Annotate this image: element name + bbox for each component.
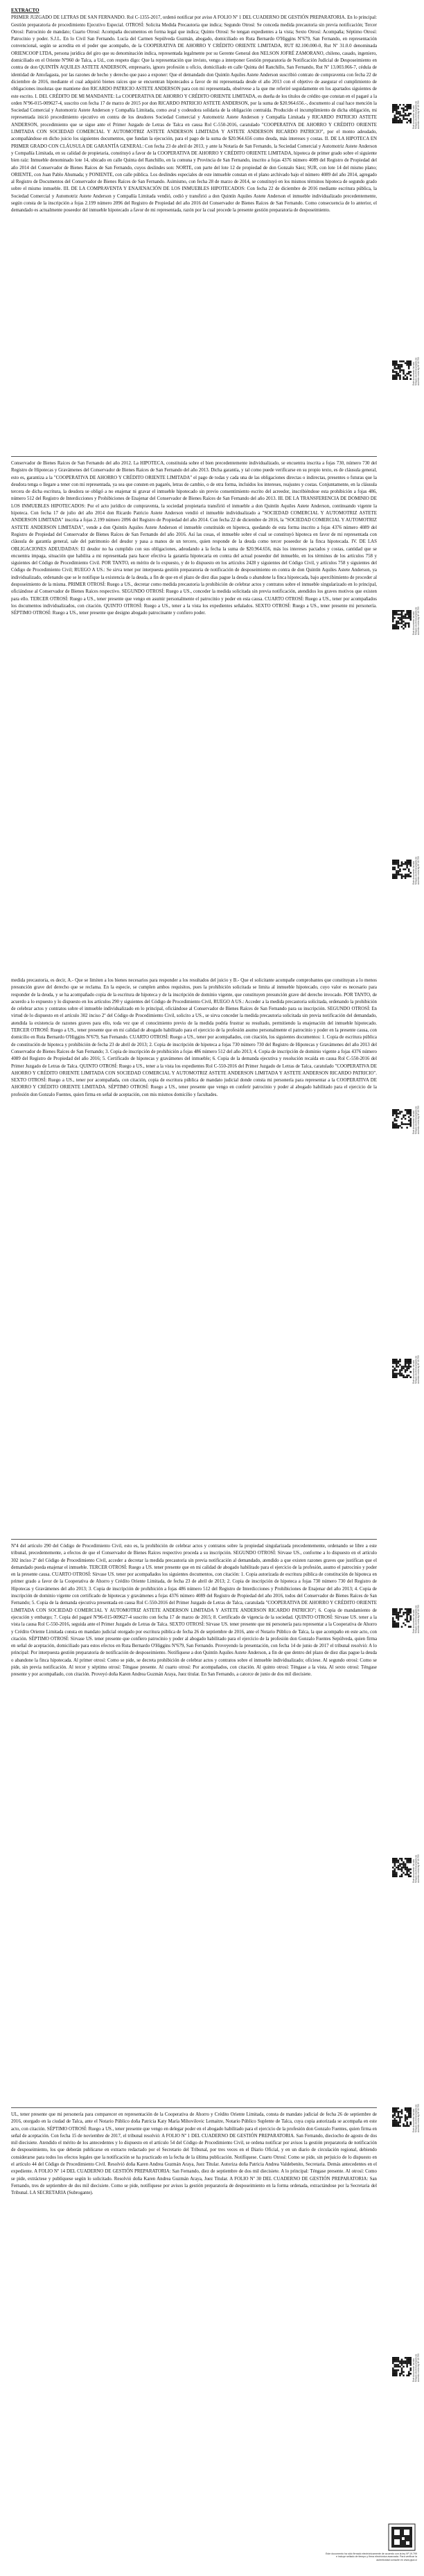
qr-code-icon (392, 1359, 412, 1378)
section-3-paragraph: Nº4 del artículo 290 del Código de Procedimiento Civil, esto es, la prohibición de celebrar actos y contratos sobre la propiedad singularizada precedentemente, ordenando se libre a este tribunal, precedentemente, a efectos de que el Conservador de Bienes Raíces respectivo proceda a su inscripción. SEGUNDO OTROSÍ: Sírvase US., conforme a lo dispuesto en el artículo 302 inciso 2º del Código de Procedimiento Civil, acceder a decretar la medida precautoria sin previa notificación al demandado, atendido a que existen razones graves que justifican que el demandado pueda enajenar el inmueble. TERCER OTROSÍ: Ruego a US. tener presente que en mi calidad de abogado habilitado para el ejercicio de la profesión, asumo el patrocinio y poder en la presente causa. CUARTO OTROSÍ: Sírvase US. tener por acompañados los siguientes documentos, con citación: 1. Copia autorizada de escritura pública de constitución de hipoteca en primer grado a favor de la Cooperativa de Ahorro y Crédito Oriente Limitada, de fecha 23 de abril de 2013; 2. Copia de inscripción de hipoteca a fojas 730 número 730 del Registro de Hipotecas y Gravámenes del año 2013; 3. Copia de inscripción de prohibición a fojas 486 número 512 del Registro de Interdicciones y Prohibiciones de Enajenar del año 2013; 4. Copia de inscripción de dominio vigente con certificado de hipotecas y gravámenes a fojas 4376 número 4089 del Registro de Propiedad del año 2016, todos del Conservador de Bienes Raíces de San Fernando; 5. Copia de la demanda ejecutiva presentada en causa Rol C-550-2016 del Primer Juzgado de Letras de Talca, caratulada "COOPERATIVA DE AHORRO Y CRÉDITO ORIENTE LIMITADA CON SOCIEDAD COMERCIAL Y AUTOMOTRIZ ASTETE ANDERSON LIMITADA Y ASTETE ANDERSON RICARDO PATRICIO"; 6. Copia de mandamiento de ejecución y embargo; 7. Copia del pagaré Nº96-015-009627-4 suscrito con fecha 17 de marzo de 2015; 8. Certificado de vigencia de la sociedad. QUINTO OTROSÍ: Sírvase US. tener a la vista la causa Rol C-550-2016, seguida ante el Primer Juzgado de Letras de Talca. SEXTO OTROSÍ: Sírvase US. tener presente que mi personería para representar a la Cooperativa de Ahorro y Crédito Oriente Limitada consta en mandato judicial otorgado por escritura pública de fecha 26 de septiembre de 2016, ante el Notario Público de Talca, la que acompaño en este acto, con citación. SÉPTIMO OTROSÍ: Sírvase US. tener presente que confiero patrocinio y poder al abogado habilitado para el ejercicio de la profesión don Gonzalo Fuentes Sepúlveda, quien firma en señal de aceptación, domiciliado para estos efectos en Ruta Bernardo O'Higgins Nº679, San Fernando. Proveyendo la presentación, con fecha 14 de junio de 2017 el tribunal resolvió: A lo principal: Por interpuesta gestión preparatoria de notificación de desposeimiento. Notifíquese a don Quintín Aquiles Astete Anderson, a fin de que dentro del plazo de diez días pague la deuda o abandone la finca hipotecada. Al primer otrosí: Como se pide, se decreta prohibición de celebrar actos y contratos sobre el inmueble individualizado; ofíciese. Al segundo otrosí: Como se pide, sin previa notificación. Al tercer y séptimo otrosí: Téngase presente. Al cuarto otrosí: Por acompañados, con citación. Al quinto otrosí: Téngase a la vista. Al sexto otrosí: Téngase presente y por acompañado, con citación. Proveyó doña Karen Andrea Guzmán Araya, Juez titular. En San Fernando, a catorce de junio de dos mil diecisiete. (11, 1544, 377, 1678)
signature-label: Este documento ha sido firmado electrónicamente de acuerdo con la ley Nº 19.799 (412, 2353, 421, 2382)
separator (11, 456, 377, 457)
qr-code-icon (392, 1109, 412, 1129)
section-2-paragraph-1: Conservador de Bienes Raíces de San Fernando del año 2012. La HIPOTECA, constituida sobre el bien precedentemente individualizado, se encuentra inscrita a fojas 730, número 730 del Registro de Hipotecas y Gravámenes del Conservador de Bienes Raíces de San Fernando del año 2013. Dicha garantía, y tal como puede verificarse en su propio texto, es de cláusula general, esto es, garantiza a la "COOPERATIVA DE AHORRO Y CRÉDITO ORIENTE LIMITADA" el pago de todas y cada una de las obligaciones directas o indirectas, presentes o futuras que la deudora tenga o llegare a tener con mi representada, ya sea que consten en pagarés, letras de cambio, o de otra forma, incluidos los intereses, reajustes y costas. Conjuntamente, en la cláusula tercera de dicha escritura, la deudora se obligó a no enajenar ni gravar el inmueble hipotecado sin previo consentimiento escrito del acreedor, inscribiéndose esta prohibición a fojas 486, número 512 del Registro de Interdicciones y Prohibiciones de Enajenar del Conservador de Bienes Raíces de San Fernando del año 2013. III. DE LA TRANSFERENCIA DE DOMINIO DE LOS INMUEBLES HIPOTECADOS: Por el acto jurídico de compraventa, la sociedad propietaria transfirió el inmueble a don Quintín Aquiles Astete Anderson, continuando vigente la hipoteca. Con fecha 17 de julio del año 2014 don Ricardo Patricio Astete Anderson vendió el inmueble individualizado a "SOCIEDAD COMERCIAL Y AUTOMOTRIZ ASTETE ANDERSON LIMITADA" inscrita a fojas 2.199 número 2096 del Registro de Propiedad del año 2014. Con fecha 22 de diciembre de 2016, la "SOCIEDAD COMERCIAL Y AUTOMOTRIZ ASTETE ANDERSON LIMITADA", vende a don Quintín Aquiles Astete Anderson el inmueble constituido en hipoteca, quedando de esta forma inscrito a fojas 4376 número 4089 del Registro de Propiedad del Conservador de Bienes Raíces de San Fernando del año 2016. Así las cosas, el inmueble sobre el cual se constituyó hipoteca en favor de mi representada con cláusula de garantía general, sale del patrimonio del deudor y pasa a manos de un tercero, quien responde de la deuda como tercer poseedor de la finca hipotecada. IV. DE LAS OBLIGACIONES ADEUDADAS: El deudor no ha cumplido con sus obligaciones, adeudando a la fecha la suma de $20.964.656, más los intereses pactados y costas, cantidad que se encuentra impaga, situación que habilita a mi representada para hacer efectiva la garantía hipotecaria en contra del actual poseedor del inmueble, en los términos de los artículos 758 y siguientes del Código de Procedimiento Civil. POR TANTO, en mérito de lo expuesto, y de lo dispuesto en los artículos 2428 y siguientes del Código Civil, y artículos 758 y siguientes del Código de Procedimiento Civil; RUEGO A US.: Se sirva tener por interpuesta gestión preparatoria de notificación de desposeimiento en contra de don Quintín Aquiles Astete Anderson, ya individualizado, ordenando que se le notifique la existencia de la deuda, a fin de que en el plazo de diez días pague la deuda o abandone la finca hipotecada, bajo apercibimiento de proceder al desposeimiento de la misma. PRIMER OTROSÍ: Ruego a US., decretar como medida precautoria la prohibición de celebrar actos y contratos sobre el inmueble singularizado en lo principal, oficiándose al Conservador de Bienes Raíces respectivo. SEGUNDO OTROSÍ: Ruego a US., conceder la medida solicitada sin previa notificación, atendidos los graves motivos que existen para ello. TERCER OTROSÍ: Ruego a US., tener presente que vengo en asumir personalmente el patrocinio y poder en esta causa. CUARTO OTROSÍ: Ruego a US., tener por acompañados los documentos individualizados, con citación. QUINTO OTROSÍ: Ruego a US., tener a la vista los expedientes señalados. SEXTO OTROSÍ: Ruego a US., tener presente mi personería. SÉPTIMO OTROSÍ: Ruego a US., tener presente que designo abogado patrocinante y confiero poder. (11, 461, 377, 616)
footer-note: Este documento ha sido firmado electrónicamente de acuerdo con la ley Nº 19.799 e incluye sellado de tiempo y firma electrónica avanzada. Para verificar la autenticidad consulte en www.pjud.cl (326, 2552, 417, 2561)
qr-code-icon (392, 360, 412, 380)
separator (11, 1539, 377, 1540)
qr-code-icon (392, 860, 412, 879)
section-1-paragraph: PRIMER JUZGADO DE LETRAS DE SAN FERNANDO. Rol C-1355-2017, ordenó notificar por aviso A FOLIO Nº 1 DEL CUADERNO DE GESTIÓN PREPARATORIA. En lo principal: Gestión preparatoria de procedimiento Ejecutivo Especial. OTROSÍ: Solicita Medida Precautoria que indica; Segundo Otrosí: Se conceda medida precautoria sin previa notificación; Tercer Otrosí: Patrocinio de mandato; Cuarto Otrosí: Acompaña documentos en forma legal que indica; Quinto Otrosí: Se tengan expedientes a la vista; Sexto Otrosí: Acompaña; Séptimo Otrosí: Patrocinio y poder. S.J.L. En lo Civil San Fernando. Lucía del Carmen Sepúlveda Guzmán, abogado, domiciliado en Ruta Bernardo O'Higgins Nº679, San Fernando, en representación convencional, según se acredita en el poder que acompaño, de la COOPERATIVA DE AHORRO Y CRÉDITO ORIENTE LIMITADA, RUT 82.100.000-0, Rut Nº 31.0.0 denominada ORIENCOOP LTDA, persona jurídica del giro que su denominación indica, representada legalmente por su Gerente General don NELSON JOFRÉ ZAMORANO, chileno, casado, ingeniero, domiciliado en el Oriente Nº960 de Talca, a Ud., con respeto digo: Que la representación que invisto, vengo a interponer Gestión preparatoria de Notificación Judicial de Desposeimiento en contra de don QUINTÍN AQUILES ASTETE ANDERSON, empresario, ignoro profesión u oficio, domiciliado en calle Quinta del Ranchillo, San Fernando, Rut Nº 13.003.066-7, cédula de identidad de Antofagasta, por las razones de hecho y derecho que paso a exponer: Que el demandado don Quintín Aquiles Astete Anderson suscribió contrato de compraventa con fecha 22 de diciembre de 2016, mediante el cual adquirió bienes raíces que se encuentran hipotecados a favor de mi representada desde el año 2013 con el objetivo de asegurar el cumplimiento de obligaciones insolutas que mantiene don RICARDO PATRICIO ASTETE ANDERSON para con mi representada, obsérvese a la que me referiré seguidamente en los apartados siguientes de este escrito. I. DEL CRÉDITO DE MI MANDANTE: La COOPERATIVA DE AHORRO Y CRÉDITO ORIENTE LIMITADA, es dueña de los títulos de crédito que constan en el pagaré a la orden Nº96-015-009627-4, suscrito con fecha 17 de marzo de 2015 por don RICARDO PATRICIO ASTETE ANDERSON, por la suma de $20.964.656.-, documento al cual hace mención la Sociedad Comercial y Automotriz Astete Anderson y Compañía Limitada, como aval y codeudora solidaria de la obligación contraída. Producido el incumplimiento de dicha obligación, mi representada inició procedimiento ejecutivo en contra de los deudores Sociedad Comercial y Automotriz Astete Anderson y Compañía Limitada y RICARDO PATRICIO ASTETE ANDERSON, procedimiento que se sigue ante el Primer Juzgado de Letras de Talca en causa Rol C-550-2016, caratulado "COOPERATIVA DE AHORRO Y CRÉDITO ORIENTE LIMITADA CON SOCIEDAD COMERCIAL Y AUTOMOTRIZ ASTETE ANDERSON LIMITADA Y ASTETE ANDERSON RICARDO PATRICIO", por el monto adeudado, acompañándose en dicho juicio los siguientes documentos, que fundan la ejecución, para el pago de la suma de $20.964.656 como deuda, más intereses y costas. II. DE LA HIPOTECA EN PRIMER GRADO CON CLÁUSULA DE GARANTÍA GENERAL: Con fecha 23 de abril de 2013, y ante la Notaría de San Fernando, la Sociedad Comercial y Automotriz Astete Anderson y Compañía Limitada, en su calidad de propietaria, constituyó a favor de la COOPERATIVA DE AHORRO Y CRÉDITO ORIENTE LIMITADA, hipoteca de primer grado sobre el siguiente bien raíz: Inmueble denominado lote 14, ubicado en calle Quinta del Ranchillo, en la comuna y Provincia de San Fernando, inscrito a fojas 4376 número 4089 del Registro de Propiedad del año 2014 del Conservador de Bienes Raíces de San Fernando, cuyos deslindes son: NORTE, con parte del lote 12 de propiedad de don Gonzalo Sáez; SUR, con lote 14 del mismo plano; ORIENTE, con Juan Pablo Ahumada; y PONIENTE, con calle pública. Los deslindes especiales de este inmueble constan en el plano archivado bajo el número 4089 del año 2014, agregado al Registro de Documentos del Conservador de Bienes Raíces de San Fernando. Asimismo, con fecha 28 de marzo de 2014, se constituyó en los mismos términos hipoteca de segundo grado sobre el mismo inmueble. III. DE LA COMPRAVENTA Y ENAJENACIÓN DE LOS INMUEBLES HIPOTECADOS: Con fecha 22 de diciembre de 2016 mediante escritura pública, la Sociedad Comercial y Automotriz Astete Anderson y Compañía Limitada vendió, cedió y transfirió a don Quintín Aquiles Astete Anderson el inmueble individualizado precedentemente, según consta de la inscripción a fojas 2.199 número 2096 del Registro de Propiedad del año 2016 del Conservador de Bienes Raíces de San Fernando. Como consecuencia de lo anterior, el demandado es actualmente poseedor del inmueble hipotecado a favor de mi representada, razón por la cual procede la presente gestión preparatoria de desposeimiento. (11, 15, 377, 214)
qr-code-icon (392, 1858, 412, 1877)
qr-code-icon (392, 1608, 412, 1628)
section-2-paragraph-2: medida precautoria, es decir, A.- Que se limiten a los bienes necesarios para responder a los resultados del juicio y B.- Que el solicitante acompañe comprobantes que constituyan a lo menos presunción grave del derecho que se reclama. En la especie, se cumplen ambos requisitos, pues la prohibición solicitada se limita al inmueble hipotecado, cuyo valor es necesario para responder de la deuda, y se ha acompañado copia de la escritura de hipoteca y de la inscripción de dominio vigente, que constituyen presunción grave del derecho invocado. POR TANTO, de acuerdo a lo expuesto y lo dispuesto en los artículos 290 y siguientes del Código de Procedimiento Civil, RUEGO A US.: Acceder a la medida precautoria solicitada, ordenando la prohibición de celebrar actos y contratos sobre el inmueble individualizado en lo principal, oficiándose al Conservador de Bienes Raíces de San Fernando para su inscripción. SEGUNDO OTROSÍ: En virtud de lo dispuesto en el artículo 302 inciso 2º del Código de Procedimiento Civil, solicito a US., se sirva conceder la medida precautoria solicitada sin previa notificación del demandado, atendida la existencia de razones graves para ello, toda vez que el conocimiento previo de la medida podría frustrar su resultado, permitiendo la enajenación del inmueble hipotecado. TERCER OTROSÍ: Ruego a US., tener presente que en mi calidad de abogado habilitado para el ejercicio de la profesión asumo personalmente el patrocinio y poder en la presente causa, con domicilio en Ruta Bernardo O'Higgins Nº679, San Fernando. CUARTO OTROSÍ: Ruego a US., tener por acompañados, con citación, los siguientes documentos: 1. Copia de escritura pública de constitución de hipoteca y prohibición de fecha 23 de abril de 2013; 2. Copia de inscripción de hipoteca a fojas 730 número 730 del Registro de Hipotecas y Gravámenes del año 2013 del Conservador de Bienes Raíces de San Fernando; 3. Copia de inscripción de prohibición a fojas 486 número 512 del año 2013; 4. Copia de inscripción de dominio vigente a fojas 4376 número 4089 del Registro de Propiedad del año 2016; 5. Certificado de hipotecas y gravámenes del inmueble; 6. Copia de la demanda ejecutiva y resolución recaída en causa Rol C-550-2016 del Primer Juzgado de Letras de Talca. QUINTO OTROSÍ: Ruego a US., tener a la vista los expedientes Rol C-550-2016 del Primer Juzgado de Letras de Talca, caratulado "COOPERATIVA DE AHORRO Y CRÉDITO ORIENTE LIMITADA CON SOCIEDAD COMERCIAL Y AUTOMOTRIZ ASTETE ANDERSON LIMITADA Y ASTETE ANDERSON RICARDO PATRICIO". SEXTO OTROSÍ: Ruego a US., tener por acompañada, con citación, copia de escritura pública de mandato judicial donde consta mi personería para representar a la COOPERATIVA DE AHORRO Y CRÉDITO ORIENTE LIMITADA. SÉPTIMO OTROSÍ: Ruego a US., tener presente que vengo en conferir patrocinio y poder al abogado habilitado para el ejercicio de la profesión don Gonzalo Fuentes, quien firma en señal de aceptación, con mis mismos domicilio y facultades. (11, 978, 377, 1097)
signature-label: Este documento ha sido firmado electrónicamente de acuerdo con la ley Nº 19.799 (412, 1106, 421, 1134)
court-seal-icon (388, 2523, 416, 2551)
section-4 (11, 2112, 377, 2198)
section-2 (11, 460, 377, 618)
qr-code-icon (392, 2107, 412, 2127)
signature-label: Este documento ha sido firmado electrónicamente de acuerdo con la ley Nº 19.799 (412, 856, 421, 885)
signature-label: Este documento ha sido firmado electrónicamente de acuerdo con la ley Nº 19.799 (412, 357, 421, 385)
separator (11, 2107, 377, 2108)
section-2b (11, 977, 377, 1099)
qr-code-icon (392, 2357, 412, 2376)
section-3 (11, 1543, 377, 1679)
section-1 (11, 7, 377, 215)
signature-label: Este documento ha sido firmado electrónicamente de acuerdo con la ley Nº 19.799 (412, 1854, 421, 1883)
signature-label: Este documento ha sido firmado electrónicamente de acuerdo con la ley Nº 19.799 (412, 101, 421, 129)
signature-label: Este documento ha sido firmado electrónicamente de acuerdo con la ley Nº 19.799 (412, 2104, 421, 2132)
document-label: EXTRACTO (11, 8, 39, 13)
section-4-paragraph: UL, tener presente que mi personería para comparecer en representación de la Cooperativa de Ahorro y Crédito Oriente Limitada, consta de mandato judicial de fecha 26 de septiembre de 2016, otorgado en la ciudad de Talca, ante el Notario Público doña Patricia Katy María Mihovilovic Lemaitre, Notario Público Suplente de Talca, cuya copia autorizada se acompaña en este acto, con citación. SÉPTIMO OTROSÍ: Ruego a US., tener presente que vengo en delegar poder en el abogado habilitado para el ejercicio de la profesión don Gonzalo Fuentes, quien firma en señal de aceptación. Con fecha 15 de noviembre de 2017, el tribunal resolvió: A FOLIO Nº 1 DEL CUADERNO DE GESTIÓN PREPARATORIA. San Fernando, dieciocho de agosto de dos mil diecisiete. Atendido el mérito de los antecedentes y lo dispuesto en el artículo 54 del Código de Procedimiento Civil, se ordena notificar por avisos la gestión preparatoria de notificación de desposeimiento, los que deberán publicarse en extracto redactado por el Secretario del Tribunal, por tres veces en el Diario Oficial, y en un diario de circulación regional, debiendo considerarse para todos los efectos legales que la notificación se ha practicado en la fecha de la última publicación. Notifíquese. Cuarto Otrosí: Como se pide, sin perjuicio de lo dispuesto en el artículo 44 del Código de Procedimiento Civil. Resolvió doña Karen Andrea Guzmán Araya, Juez Titular. Autoriza doña Patricia Andrea Valdebenito, Secretaria. Demás antecedentes en el expediente. A FOLIO Nº 14 DEL CUADERNO DE GESTIÓN PREPARATORIA: San Fernando, diez de septiembre de dos mil diecisiete. A lo principal: Téngase presente. Al otrosí: Como se pide, extráctese y publíquese según lo solicitado. Resolvió doña Karen Andrea Guzmán Araya, Juez Titular. A FOLIO Nº 30 DEL CUADERNO DE GESTIÓN PREPARATORIA: San Fernando, tres de septiembre de dos mil diecisiete. Como se pide, notifíquese por avisos la gestión preparatoria de desposeimiento en la forma ordenada, extractándose por la Secretaria del Tribunal. LA SECRETARIA (Subrogante). (11, 2112, 377, 2196)
qr-code-icon (392, 610, 412, 629)
signature-label: Este documento ha sido firmado electrónicamente de acuerdo con la ley Nº 19.799 (412, 1355, 421, 1384)
signature-label: Este documento ha sido firmado electrónicamente de acuerdo con la ley Nº 19.799 (412, 1605, 421, 1633)
signature-label: Este documento ha sido firmado electrónicamente de acuerdo con la ley Nº 19.799 (412, 607, 421, 635)
qr-code-icon (392, 104, 412, 123)
